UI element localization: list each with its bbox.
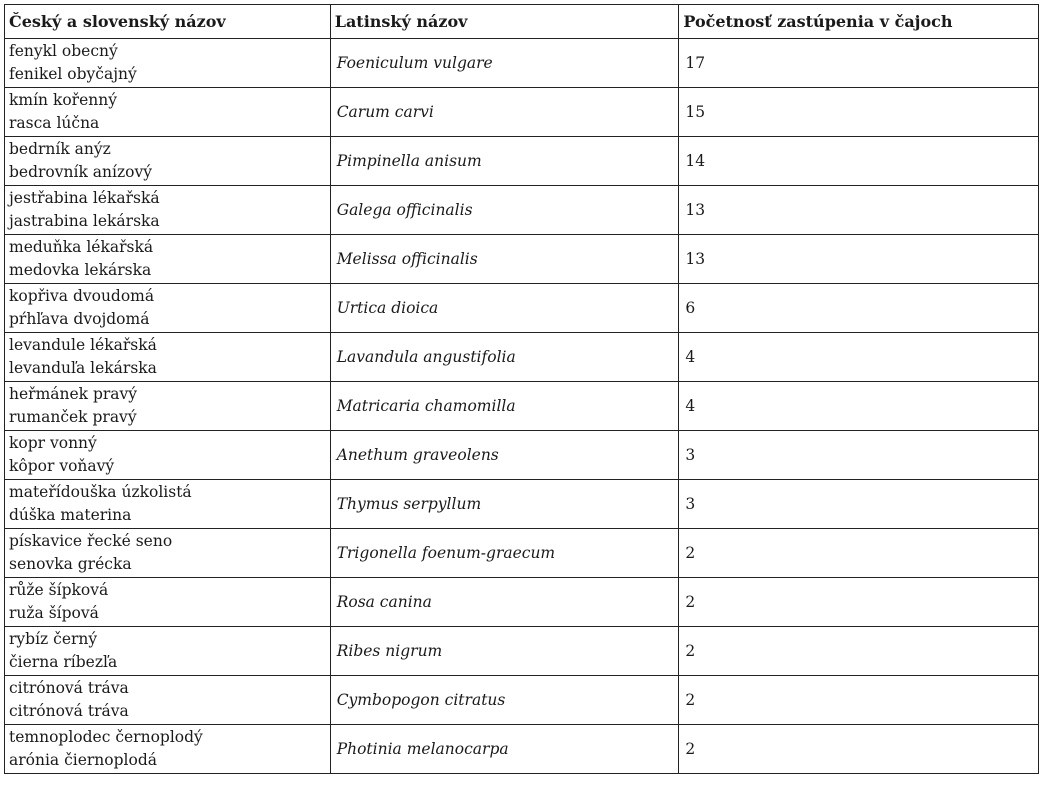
czech-name: temnoplodec černoplodý: [9, 728, 203, 746]
czech-name: kopřiva dvoudomá: [9, 287, 155, 305]
common-name-cell: [5, 235, 331, 284]
frequency-cell: 17: [679, 39, 1039, 88]
table-row: [5, 382, 1039, 431]
latin-name-cell: Photinia melanocarpa: [330, 725, 679, 774]
common-name-cell: [5, 39, 331, 88]
table-row: [5, 627, 1039, 676]
common-name-cell: [5, 88, 331, 137]
slovak-name: medovka lekárska: [9, 261, 152, 279]
frequency-cell: 14: [679, 137, 1039, 186]
frequency-cell: 4: [679, 333, 1039, 382]
slovak-name: pŕhľava dvojdomá: [9, 310, 150, 328]
frequency-cell: 2: [679, 627, 1039, 676]
common-name-cell: [5, 529, 331, 578]
slovak-name: bedrovník anízový: [9, 163, 152, 181]
slovak-name: arónia čiernoplodá: [9, 751, 157, 769]
common-name-cell: [5, 137, 331, 186]
czech-name: kmín kořenný: [9, 91, 117, 109]
frequency-cell: 2: [679, 725, 1039, 774]
latin-name-cell: Anethum graveolens: [330, 431, 679, 480]
slovak-name: citrónová tráva: [9, 702, 129, 720]
latin-name-cell: Thymus serpyllum: [330, 480, 679, 529]
slovak-name: rumanček pravý: [9, 408, 137, 426]
czech-name: heřmánek pravý: [9, 385, 138, 403]
latin-name-cell: Rosa canina: [330, 578, 679, 627]
latin-name-cell: Carum carvi: [330, 88, 679, 137]
frequency-cell: 6: [679, 284, 1039, 333]
czech-name: růže šípková: [9, 581, 109, 599]
table-row: [5, 725, 1039, 774]
czech-name: mateřídouška úzkolistá: [9, 483, 192, 501]
frequency-cell: 3: [679, 480, 1039, 529]
frequency-cell: 3: [679, 431, 1039, 480]
common-name-cell: [5, 431, 331, 480]
header-row: [5, 5, 1039, 39]
frequency-cell: 2: [679, 578, 1039, 627]
table-row: [5, 284, 1039, 333]
common-name-cell: [5, 186, 331, 235]
czech-name: fenykl obecný: [9, 42, 118, 60]
table-row: [5, 578, 1039, 627]
slovak-name: senovka grécka: [9, 555, 132, 573]
latin-name-cell: Pimpinella anisum: [330, 137, 679, 186]
common-name-cell: [5, 480, 331, 529]
frequency-cell: 4: [679, 382, 1039, 431]
table-row: [5, 235, 1039, 284]
herbs-table: [4, 4, 1039, 774]
czech-name: meduňka lékařská: [9, 238, 154, 256]
czech-name: kopr vonný: [9, 434, 97, 452]
table-row: [5, 137, 1039, 186]
czech-name: jestřabina lékařská: [9, 189, 160, 207]
frequency-cell: 2: [679, 529, 1039, 578]
frequency-cell: 15: [679, 88, 1039, 137]
czech-name: rybíz černý: [9, 630, 98, 648]
latin-name-cell: Galega officinalis: [330, 186, 679, 235]
common-name-cell: [5, 676, 331, 725]
frequency-cell: 13: [679, 186, 1039, 235]
table-row: [5, 186, 1039, 235]
header-frequency: Početnosť zastúpenia v čajoch: [679, 5, 1039, 39]
table-row: [5, 39, 1039, 88]
czech-name: levandule lékařská: [9, 336, 157, 354]
table-row: [5, 676, 1039, 725]
table-row: [5, 480, 1039, 529]
common-name-cell: [5, 333, 331, 382]
header-latin-name: Latinský názov: [330, 5, 679, 39]
latin-name-cell: Ribes nigrum: [330, 627, 679, 676]
table-row: [5, 333, 1039, 382]
latin-name-cell: Melissa officinalis: [330, 235, 679, 284]
header-common-name: Český a slovenský názov: [5, 5, 331, 39]
slovak-name: čierna ríbezľa: [9, 653, 118, 671]
czech-name: citrónová tráva: [9, 679, 129, 697]
common-name-cell: [5, 627, 331, 676]
latin-name-cell: Foeniculum vulgare: [330, 39, 679, 88]
latin-name-cell: Matricaria chamomilla: [330, 382, 679, 431]
frequency-cell: 13: [679, 235, 1039, 284]
slovak-name: fenikel obyčajný: [9, 65, 137, 83]
latin-name-cell: Lavandula angustifolia: [330, 333, 679, 382]
latin-name-cell: Trigonella foenum-graecum: [330, 529, 679, 578]
common-name-cell: [5, 284, 331, 333]
latin-name-cell: Urtica dioica: [330, 284, 679, 333]
czech-name: bedrník anýz: [9, 140, 111, 158]
table-row: [5, 529, 1039, 578]
frequency-cell: 2: [679, 676, 1039, 725]
slovak-name: dúška materina: [9, 506, 132, 524]
common-name-cell: [5, 578, 331, 627]
slovak-name: rasca lúčna: [9, 114, 100, 132]
common-name-cell: [5, 382, 331, 431]
slovak-name: ruža šípová: [9, 604, 99, 622]
slovak-name: levanduľa lekárska: [9, 359, 157, 377]
slovak-name: jastrabina lekárska: [9, 212, 160, 230]
latin-name-cell: Cymbopogon citratus: [330, 676, 679, 725]
czech-name: pískavice řecké seno: [9, 532, 173, 550]
common-name-cell: [5, 725, 331, 774]
table-row: [5, 431, 1039, 480]
table-row: [5, 88, 1039, 137]
slovak-name: kôpor voňavý: [9, 457, 115, 475]
